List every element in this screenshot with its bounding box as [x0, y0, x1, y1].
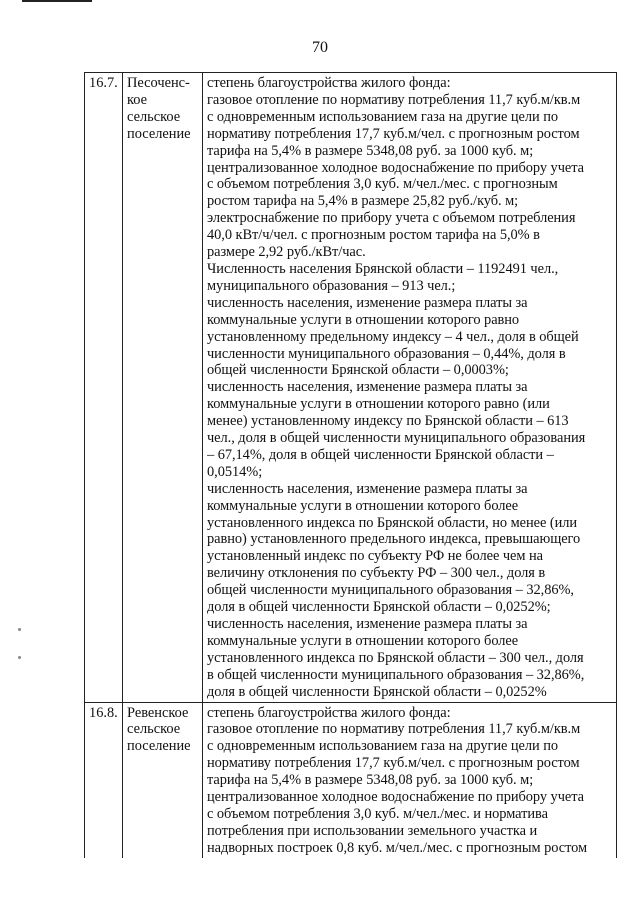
description-line: доля в общей численности Брянской области – 0,0252% — [207, 683, 547, 700]
settlement-name-line: поселение — [127, 738, 191, 755]
description-line: Численность населения Брянской области – 1192491 чел., — [207, 260, 559, 277]
table-body — [85, 73, 617, 858]
description-line: менее) установленному индексу по Брянской области – 613 — [207, 413, 569, 430]
description-line: равно) установленного предельного индекса, превышающего — [207, 531, 581, 548]
description-line: ростом тарифа на 5,4% в размере 25,82 руб./куб. м; — [207, 193, 519, 210]
description-line: установленного индекса по Брянской области, но менее (или — [207, 514, 578, 531]
description-line: численность населения, изменение размера платы за — [207, 379, 528, 396]
settlement-description — [203, 702, 617, 858]
settlement-name-line: сельское — [127, 108, 181, 125]
header-rule — [22, 0, 92, 2]
tariff-table — [84, 72, 617, 858]
description-line: установленный индекс по субъекту РФ не более чем на — [207, 548, 543, 565]
table-row — [85, 702, 617, 858]
description-line: с одновременным использованием газа на другие цели по — [207, 738, 559, 755]
description-line: величину отклонения по субъекту РФ – 300 чел., доля в — [207, 565, 546, 582]
scan-speck — [18, 628, 21, 631]
description-line: нормативу потребления 17,7 куб.м/чел. с прогнозным ростом — [207, 125, 580, 142]
settlement-name-line: Песоченс- — [127, 75, 190, 91]
description-line: 0,0514%; — [207, 463, 263, 480]
row-number: 16.8. — [85, 702, 123, 858]
table-row — [85, 73, 617, 703]
settlement-name-line: кое — [127, 91, 148, 108]
description-line: 40,0 кВт/ч/чел. с прогнозным ростом тарифа на 5,0% в — [207, 227, 540, 244]
settlement-description — [203, 73, 617, 703]
description-line: надворных построек 0,8 куб. м/чел./мес. с прогнозным ростом — [207, 839, 588, 856]
description-line: установленному предельному индексу – 4 чел., доля в общей — [207, 328, 579, 345]
description-line: коммунальные услуги в отношении которого более — [207, 632, 519, 649]
description-line: установленного индекса по Брянской области – 300 чел., доля — [207, 649, 584, 666]
settlement-name — [123, 702, 203, 858]
scan-speck — [18, 656, 21, 659]
description-line: с объемом потребления 3,0 куб. м/чел./мес. с прогнозным — [207, 176, 558, 193]
description-line: с одновременным использованием газа на другие цели по — [207, 108, 559, 125]
description-line: общей численности Брянской области – 0,0003%; — [207, 362, 509, 379]
description-line: – 67,14%, доля в общей численности Брянской области – — [207, 446, 554, 463]
description-line: общей численности муниципального образования – 32,86%, — [207, 582, 574, 599]
page-number: 70 — [312, 39, 328, 56]
description-line: потребления при использовании земельного участка и — [207, 822, 538, 839]
description-line: газовое отопление по нормативу потребления 11,7 куб.м/кв.м — [207, 721, 581, 738]
description-line: газовое отопление по нормативу потребления 11,7 куб.м/кв.м — [207, 91, 581, 108]
description-line: размере 2,92 руб./кВт/час. — [207, 244, 366, 261]
description-line: численность населения, изменение размера платы за — [207, 294, 528, 311]
settlement-name-line: поселение — [127, 125, 191, 142]
description-line: степень благоустройства жилого фонда: — [207, 75, 451, 91]
description-line: доля в общей численности Брянской области – 0,0252%; — [207, 599, 551, 616]
description-line: централизованное холодное водоснабжение по прибору учета — [207, 789, 584, 806]
description-line: в общей численности муниципального образования – 32,86%, — [207, 666, 585, 683]
description-line: тарифа на 5,4% в размере 5348,08 руб. за 1000 куб. м; — [207, 772, 534, 789]
description-line: муниципального образования – 913 чел.; — [207, 277, 456, 294]
description-line: с объемом потребления 3,0 куб. м/чел./мес. и норматива — [207, 805, 548, 822]
description-line: численность населения, изменение размера платы за — [207, 616, 528, 632]
description-line: коммунальные услуги в отношении которого равно (или — [207, 396, 550, 413]
description-line: численность населения, изменение размера платы за — [207, 480, 528, 497]
description-line: чел., доля в общей численности муниципального образования — [207, 430, 586, 447]
settlement-name-line: сельское — [127, 721, 181, 738]
description-line: коммунальные услуги в отношении которого равно — [207, 311, 520, 328]
description-line: электроснабжение по прибору учета с объемом потребления — [207, 210, 576, 227]
description-line: степень благоустройства жилого фонда: — [207, 704, 451, 721]
description-line: численности муниципального образования – 0,44%, доля в — [207, 345, 566, 362]
settlement-name — [123, 73, 203, 703]
description-line: нормативу потребления 17,7 куб.м/чел. с прогнозным ростом — [207, 755, 580, 772]
settlement-name-line: Ревенское — [127, 704, 189, 721]
description-line: централизованное холодное водоснабжение по прибору учета — [207, 159, 584, 176]
row-number: 16.7. — [85, 73, 123, 703]
description-line: тарифа на 5,4% в размере 5348,08 руб. за 1000 куб. м; — [207, 142, 534, 159]
description-line: коммунальные услуги в отношении которого более — [207, 497, 519, 514]
